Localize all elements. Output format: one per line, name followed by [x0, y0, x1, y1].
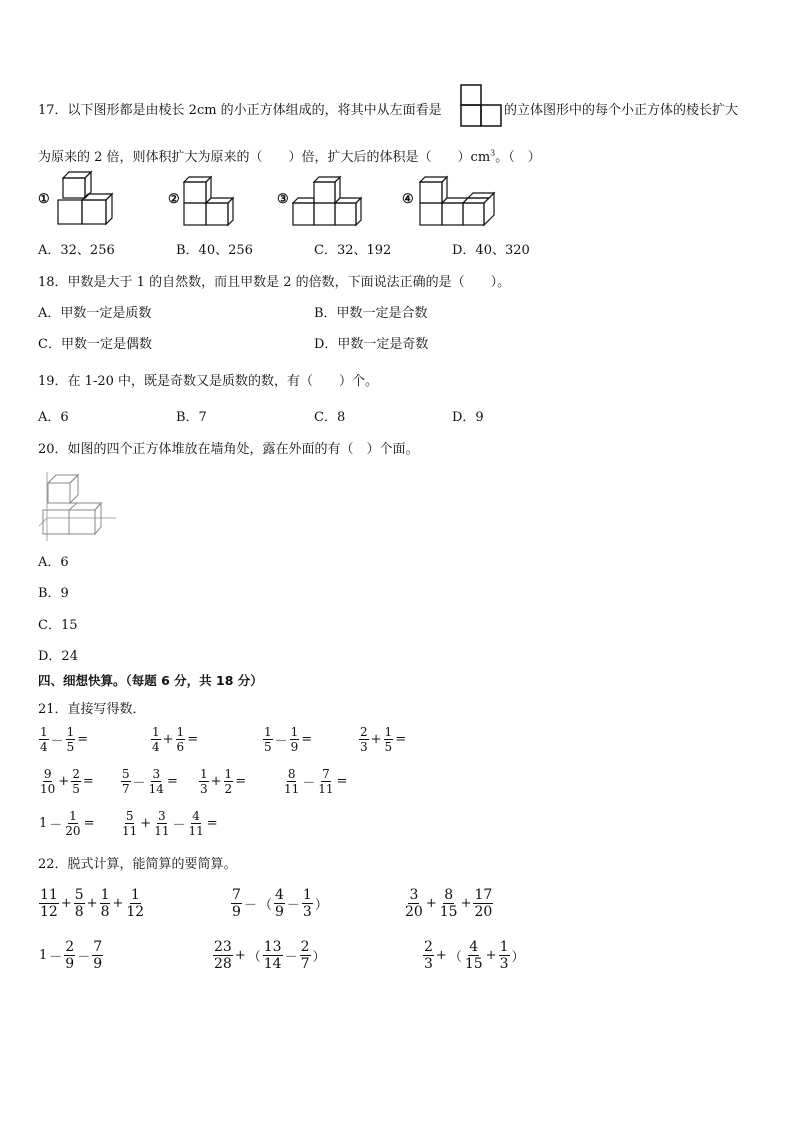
q20-corner-cubes-figure: [38, 466, 118, 542]
q22-expr-3: $\frac{3}{20}$ + $\frac{8}{15}$ + $\frac{17}{20}$: [405, 887, 493, 920]
q17-fig-label-1: ①: [38, 192, 50, 207]
q17-option-b: B．40、256: [176, 243, 253, 258]
q17-fig-label-4: ④: [402, 192, 414, 207]
q21-expr-3: $\frac{1}{5}$ － $\frac{1}{9}$ =: [264, 725, 313, 754]
q21-expr-2: $\frac{1}{4}$ + $\frac{1}{6}$ =: [152, 725, 199, 754]
q17-option-d: D．40、320: [452, 243, 530, 258]
q22-stem: 22．脱式计算，能简算的要简算。: [38, 857, 237, 872]
q20-option-d: D．24: [38, 649, 78, 664]
q19-option-d: D．9: [452, 410, 484, 425]
q21-expr-10: $\frac{5}{11}$ + $\frac{3}{11}$ － $\frac{4}{11}$ =: [122, 809, 218, 838]
q21-expr-4: $\frac{2}{3}$ + $\frac{1}{5}$ =: [360, 725, 407, 754]
q17-option-c: C．32、192: [314, 243, 392, 258]
q20-stem: 20．如图的四个正方体堆放在墙角处，露在外面的有（ ）个面。: [38, 442, 419, 457]
q17-fig-label-3: ③: [277, 192, 289, 207]
q17-fig-label-2: ②: [168, 192, 180, 207]
cube-unit-exponent: 3: [490, 148, 496, 158]
q17-figure-2: [182, 175, 238, 227]
q17-left-view-figure: [460, 84, 502, 128]
q19-option-c: C．8: [314, 410, 346, 425]
q18-option-b: B．甲数一定是合数: [314, 306, 428, 321]
q21-expr-6: $\frac{5}{7}$ － $\frac{3}{14}$ =: [122, 767, 178, 796]
q17-line1-end: [504, 99, 738, 118]
q17-text-part4: 。（ ）: [495, 150, 541, 165]
q22-expr-6: $\frac{2}{3}$ + （ $\frac{4}{15}$ + $\frac{1}{3}$ ）: [424, 939, 525, 972]
q17-text-part2: 的立体图形中的每个小正方体的棱长扩大: [504, 103, 739, 118]
q21-expr-1: $\frac{1}{4}$ － $\frac{1}{5}$ =: [40, 725, 89, 754]
q22-expr-1: $\frac{11}{12}$ + $\frac{5}{8}$ + $\frac{1}{8}$ + $\frac{1}{12}$: [40, 887, 145, 920]
q18-option-c: C．甲数一定是偶数: [38, 337, 152, 352]
q19-option-b: B．7: [176, 410, 207, 425]
q17-figure-3: [291, 175, 367, 227]
q21-expr-7: $\frac{1}{3}$ + $\frac{1}{2}$ =: [200, 767, 247, 796]
q18-option-d: D．甲数一定是奇数: [314, 337, 429, 352]
q17-line1: [38, 99, 442, 118]
q17-option-a: A．32、256: [38, 243, 115, 258]
q20-option-c: C．15: [38, 618, 78, 633]
q21-expr-9: 1 － $\frac{1}{20}$ =: [39, 809, 95, 838]
q22-expr-4: 1 － $\frac{2}{9}$ － $\frac{7}{9}$: [39, 939, 103, 972]
q17-text-part3: 为原来的 2 倍，则体积扩大为原来的（ ）倍，扩大后的体积是（ ）cm: [38, 150, 491, 165]
q19-option-a: A．6: [38, 410, 69, 425]
q21-stem: 21．直接写得数．: [38, 702, 146, 717]
q22-expr-2: $\frac{7}{9}$ － （ $\frac{4}{9}$ － $\frac{1}{3}$ ）: [232, 887, 328, 920]
q17-figure-1: [56, 170, 116, 230]
q17-figure-4: [418, 175, 500, 227]
q17-line2: [38, 146, 541, 165]
q21-expr-5: $\frac{9}{10}$ + $\frac{2}{5}$ =: [40, 767, 94, 796]
q18-option-a: A．甲数一定是质数: [38, 306, 152, 321]
q17-text-part1: 17．以下图形都是由棱长 2cm 的小正方体组成的，将其中从左面看是: [38, 103, 442, 118]
q22-expr-5: $\frac{23}{28}$ + （ $\frac{13}{14}$ － $\frac{2}{7}$ ）: [214, 939, 326, 972]
q18-stem: 18．甲数是大于 1 的自然数，而且甲数是 2 的倍数，下面说法正确的是（ ）。: [38, 275, 511, 290]
q20-option-a: A．6: [38, 555, 69, 570]
q21-expr-8: $\frac{8}{11}$ － $\frac{7}{11}$ =: [284, 767, 348, 796]
q20-option-b: B．9: [38, 586, 69, 601]
section4-title: 四、细想快算。（每题 6 分，共 18 分）: [38, 673, 263, 688]
q19-stem: 19．在 1-20 中，既是奇数又是质数的数，有（ ）个。: [38, 374, 379, 389]
